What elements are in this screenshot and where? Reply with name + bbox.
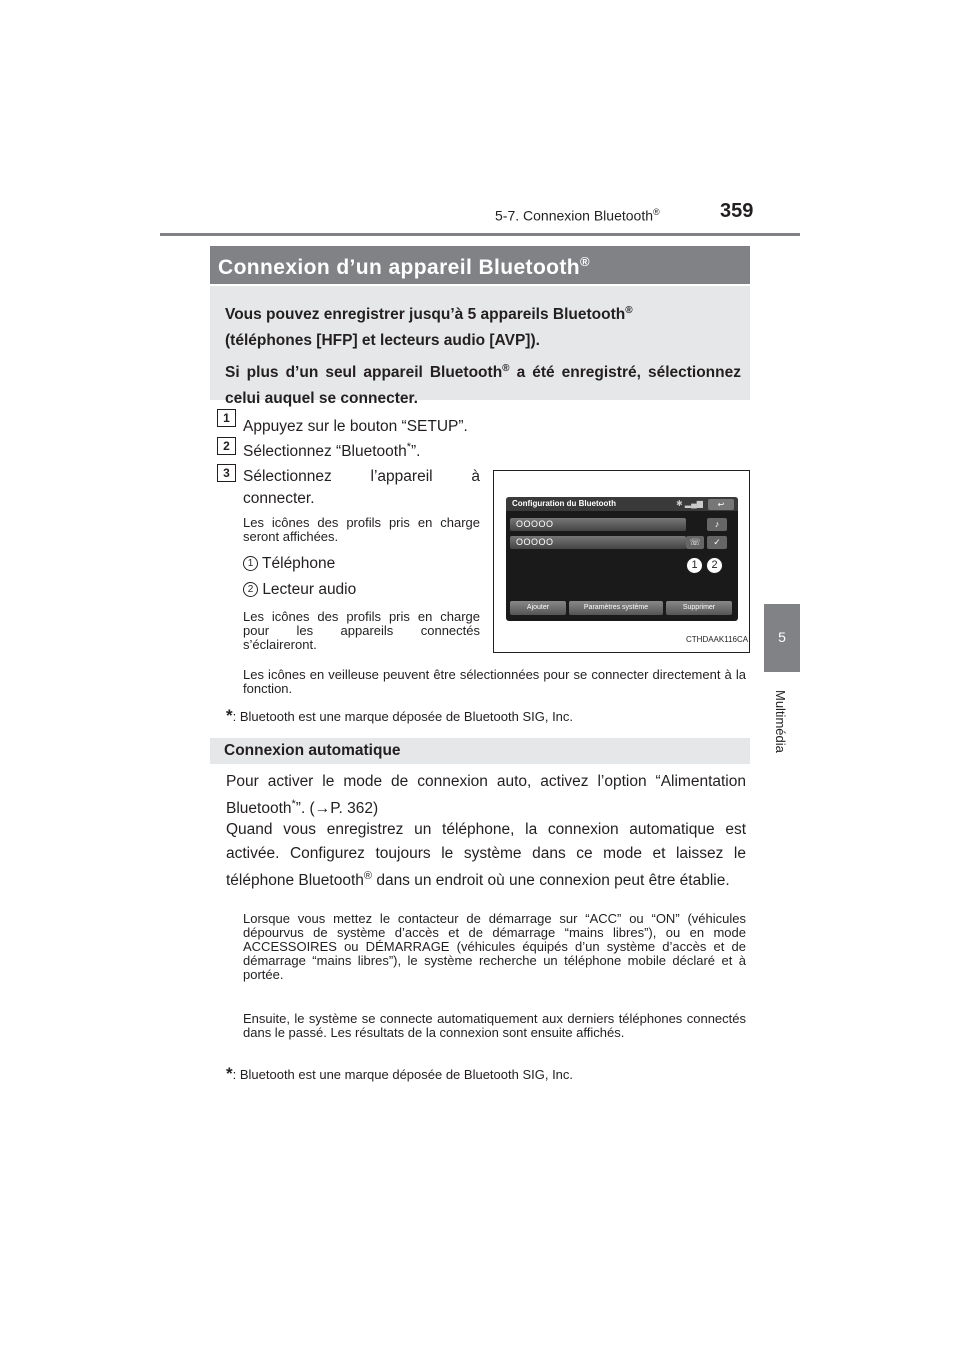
screen-title: Configuration du Bluetooth [512, 499, 616, 508]
chapter-heading: 5-7. Connexion Bluetooth® [495, 207, 660, 224]
screen-title-bar [506, 497, 738, 511]
figure-code: CTHDAAK116CA [686, 635, 749, 644]
audio-profile-icon[interactable]: ♪ [707, 518, 727, 531]
audio-profile-icon-2[interactable]: ✓ [707, 536, 727, 549]
device-row-2[interactable]: OOOOO [510, 536, 686, 549]
step-number-2: 2 [217, 437, 236, 455]
section-title: Connexion d’un appareil Bluetooth® [210, 246, 750, 284]
step-text-1: Appuyez sur le bouton “SETUP”. [243, 418, 468, 435]
screen-figure [493, 470, 750, 653]
item-telephone: 1 Téléphone [243, 555, 335, 573]
footnote-1: *: Bluetooth est une marque déposée de Bluetooth SIG, Inc. [226, 706, 574, 725]
auto-paragraph-2: Quand vous enregistrez un téléphone, la connexion automatique est activée. Configurez toujours le système dans ce mode et laissez le téléphone Bluetooth® dans un endroit où une connexion peut être établie. [226, 821, 746, 890]
auto-note-2: Ensuite, le système se connecte automatiquement aux derniers téléphones connectés dans le passé. Les résultats de la connexion sont ensuite affichés. [243, 1011, 746, 1040]
delete-button[interactable]: Supprimer [666, 601, 732, 615]
step-number-3: 3 [217, 464, 236, 482]
back-button[interactable]: ↩ [708, 499, 734, 510]
callout-1: 1 [686, 557, 703, 574]
footnote-2: *: Bluetooth est une marque déposée de Bluetooth SIG, Inc. [226, 1064, 574, 1083]
add-button[interactable]: Ajouter [510, 601, 566, 615]
header-divider [160, 233, 800, 236]
chapter-tab: 5 [764, 604, 800, 672]
chapter-tab-label: Multimédia [773, 690, 788, 753]
intro-box [210, 286, 750, 408]
page-number: 359 [720, 200, 754, 222]
step3-note-3: Les icônes en veilleuse peuvent être sélectionnées pour se connecter directement à la fonction. [243, 667, 746, 696]
system-settings-button[interactable]: Paramètres système [569, 601, 663, 615]
phone-profile-icon[interactable]: ☏ [686, 536, 704, 549]
auto-paragraph-1: Pour activer le mode de connexion auto, activez l’option “Alimentation Bluetooth*”. (→P. 362) [226, 773, 746, 818]
step-text-3: Sélectionnez l’appareil à connecter. [243, 468, 480, 507]
bluetooth-signal-icon: ✱ ▂▄▆ [676, 499, 703, 508]
device-row-1[interactable]: OOOOO [510, 518, 686, 531]
auto-note-1: Lorsque vous mettez le contacteur de démarrage sur “ACC” ou “ON” (véhicules dépourvus de système d’accès et de démarrage “mains libres”), ou en mode ACCESSOIRES ou DÉMARRAGE (véhicules équipés d’un système d’accès et de démarrage “mains libres”), le système recherche un téléphone mobile déclaré et à portée. [243, 911, 746, 982]
step-number-1: 1 [217, 409, 236, 427]
step3-note-2: Les icônes des profils pris en charge pour les appareils connectés s’éclaireront. [243, 609, 480, 652]
step3-note-1: Les icônes des profils pris en charge seront affichées. [243, 515, 480, 544]
intro-paragraph-2: Si plus d’un seul appareil Bluetooth® a été enregistré, sélectionnez celui auquel se connecter. [225, 363, 741, 408]
item-audio: 2 Lecteur audio [243, 581, 356, 599]
subsection-title: Connexion automatique [210, 738, 750, 764]
item-number-1: 1 [243, 556, 258, 571]
item-number-2: 2 [243, 582, 258, 597]
callout-2: 2 [706, 557, 723, 574]
step-text-2: Sélectionnez “Bluetooth*”. [243, 441, 421, 461]
head-unit-screen [506, 497, 738, 621]
intro-paragraph-1: Vous pouvez enregistrer jusqu’à 5 appareils Bluetooth® (téléphones [HFP] et lecteurs audio [AVP]). [225, 305, 633, 350]
